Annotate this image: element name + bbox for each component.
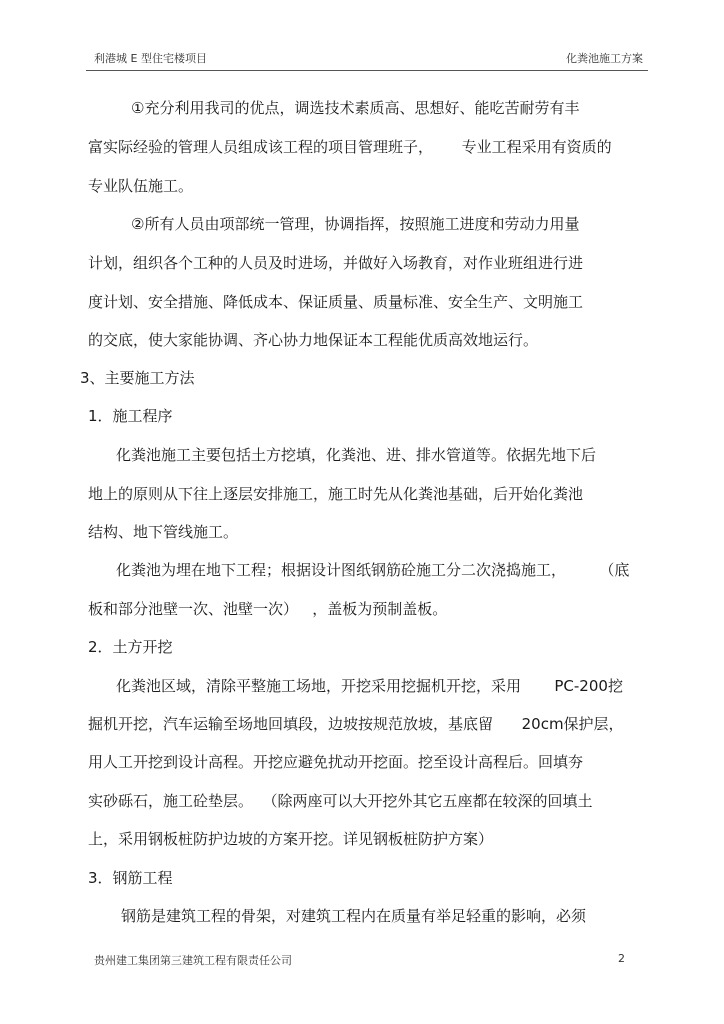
subsection-heading: 1．施工程序 bbox=[88, 407, 173, 425]
section-heading: 3、主要施工方法 bbox=[80, 369, 195, 387]
paragraph-line: 化粪池区域，清除平整施工场地，开挖采用挖掘机开挖，采用 PC-200挖 bbox=[116, 677, 623, 695]
header-rule bbox=[86, 70, 648, 71]
paragraph-line: 计划，组织各个工种的人员及时进场，并做好入场教育，对作业班组进行进 bbox=[88, 254, 584, 272]
paragraph-line: 的交底，使大家能协调、齐心协力地保证本工程能优质高效地运行。 bbox=[88, 331, 539, 349]
paragraph-line: 上，采用钢板桩防护边坡的方案开挖。详见钢板桩防护方案） bbox=[88, 830, 494, 848]
header-doc-title: 化粪池施工方案 bbox=[566, 52, 643, 65]
paragraph-line: ②所有人员由项部统一管理，协调指挥，按照施工进度和劳动力用量 bbox=[131, 215, 580, 233]
paragraph-line: 专业队伍施工。 bbox=[88, 177, 194, 195]
subsection-heading: 2．土方开挖 bbox=[88, 638, 173, 656]
paragraph-line: 钢筋是建筑工程的骨架，对建筑工程内在质量有举足轻重的影响，必须 bbox=[121, 907, 587, 925]
paragraph-line: ①充分利用我司的优点，调选技术素质高、思想好、能吃苦耐劳有丰 bbox=[131, 99, 580, 117]
footer-company: 贵州建工集团第三建筑工程有限责任公司 bbox=[94, 954, 292, 967]
paragraph-line: 掘机开挖，汽车运输至场地回填段，边坡按规范放坡，基底留 20cm保护层， bbox=[88, 715, 624, 733]
paragraph-line: 实砂砾石，施工砼垫层。 （除两座可以大开挖外其它五座都在较深的回填土 bbox=[88, 792, 593, 810]
paragraph-line: 化粪池为埋在地下工程；根据设计图纸钢筋砼施工分二次浇捣施工， （底 bbox=[116, 561, 630, 579]
footer-page-number: 2 bbox=[618, 952, 625, 965]
paragraph-line: 结构、地下管线施工。 bbox=[88, 523, 239, 541]
paragraph-line: 化粪池施工主要包括土方挖填，化粪池、进、排水管道等。依据先地下后 bbox=[116, 446, 597, 464]
subsection-heading: 3．钢筋工程 bbox=[88, 869, 173, 887]
paragraph-line: 度计划、安全措施、降低成本、保证质量、质量标准、安全生产、文明施工 bbox=[88, 293, 584, 311]
paragraph-line: 地上的原则从下往上逐层安排施工，施工时先从化粪池基础，后开始化粪池 bbox=[88, 485, 584, 503]
paragraph-line: 富实际经验的管理人员组成该工程的项目管理班子， 专业工程采用有资质的 bbox=[88, 138, 612, 156]
paragraph-line: 用人工开挖到设计高程。开挖应避免扰动开挖面。挖至设计高程后。回填夯 bbox=[88, 753, 584, 771]
paragraph-line: 板和部分池壁一次、池壁一次） ，盖板为预制盖板。 bbox=[88, 600, 448, 618]
header-project-name: 利港城 E 型住宅楼项目 bbox=[94, 52, 207, 65]
